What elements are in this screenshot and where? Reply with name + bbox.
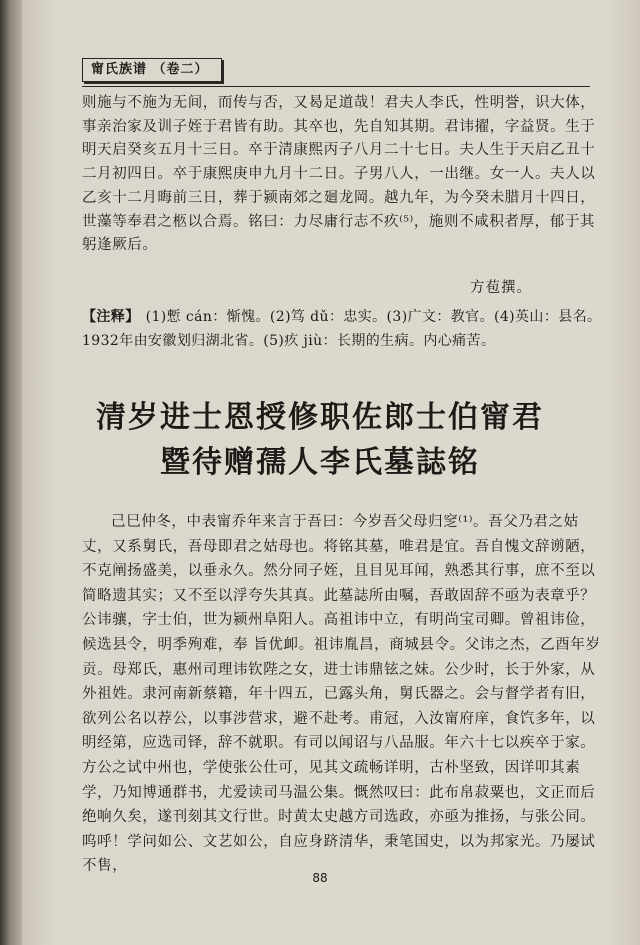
main-epitaph-body — [82, 510, 602, 879]
page-number: 88 — [312, 871, 328, 885]
main-epitaph-text: 己巳仲冬，中表甯乔年来言于吾曰：今岁吾父母归窆⁽¹⁾。吾父乃君之姑丈，又系舅氏，吾母即君之姑母也。将铭其墓，唯君是宜。吾自愧文辞谫陋，不克阐扬盛美，以垂永久。然分同子姪，且目见耳闻，熟悉其行事，庶不至以简略遗其实；又不至以浮夸失其真。此墓誌所由嘱，吾敢固辞不亟为表章乎？公讳骧，字士伯，世为颍州阜阳人。高祖讳中立，有明尚宝司卿。曾祖讳俭，候选县令，明季殉难，奉 旨优卹。祖讳胤昌，商城县令。父讳之杰，乙酉年岁贡。母郑氏，惠州司理讳钦陛之女，进士讳鼎铉之妹。公少时，长于外家，从外祖姓。隶河南新蔡籍，年十四五，已露头角，舅氏器之。会与督学者有旧，欲列公名以荐公，以事涉营求，避不赴考。甫冠，入汝甯府庠，食饩多年，以明经第，应选司铎，辞不就职。有司以闻诏与八品服。年六十七以疾卒于家。方公之试中州也，学使张公仕可，见其文疏畅详明，古朴坚致，因详叩其素学，乃知博通群书，尤爱读司马温公集。慨然叹曰：此布帛菽粟也，文正而后绝响久矣，遂刊刻其文行世。时黄太史越方司选政，亦亟为推扬，与张公同。呜呼！学问如公、文艺如公，自应身跻清华，秉笔国史，以为邦家光。乃屡试不售， — [82, 514, 601, 875]
epitaph-title-line-1: 清岁进士恩授修职佐郎士伯甯君 — [96, 400, 544, 435]
epitaph-title-line-2: 暨待赠孺人李氏墓誌铭 — [160, 445, 480, 480]
previous-epitaph-text: 则施与不施为无间，而传与否，又曷足道哉！君夫人李氏，性明誉，识大体，事亲治家及训子姪于君皆有助。其卒也，先自知其期。君讳擢，字益贤。生于明天启癸亥五月十三日。卒于清康熙丙子八月二十七日。夫人生于天启乙丑十二月初四日。卒于康熙庚申九月十二日。子男八人，一出继。女一人。夫人以乙亥十二月晦前三日，葬于颍南郊之廻龙岡。越九年，为今癸未腊月十四日，世藻等奉君之柩以合焉。铭曰：力尽庸行志不疚⁽⁵⁾，施则不咸积者厚，郁于其躬逢厥后。 — [82, 95, 596, 254]
annotation-notes — [82, 305, 602, 353]
header-rule — [82, 86, 590, 87]
running-header: 甯氏族谱 （卷二） — [82, 58, 222, 82]
notes-label: 【注释】 — [82, 309, 140, 325]
author-signature: 方苞撰。 — [470, 280, 532, 296]
previous-epitaph-body — [82, 92, 602, 258]
notes-text: (1)慙 cán：惭愧。(2)笃 dǔ：忠实。(3)广文：教官。(4)英山：县名。1932年由安徽划归湖北省。(5)疚 jiù：长期的生病。内心痛苦。 — [82, 309, 602, 349]
